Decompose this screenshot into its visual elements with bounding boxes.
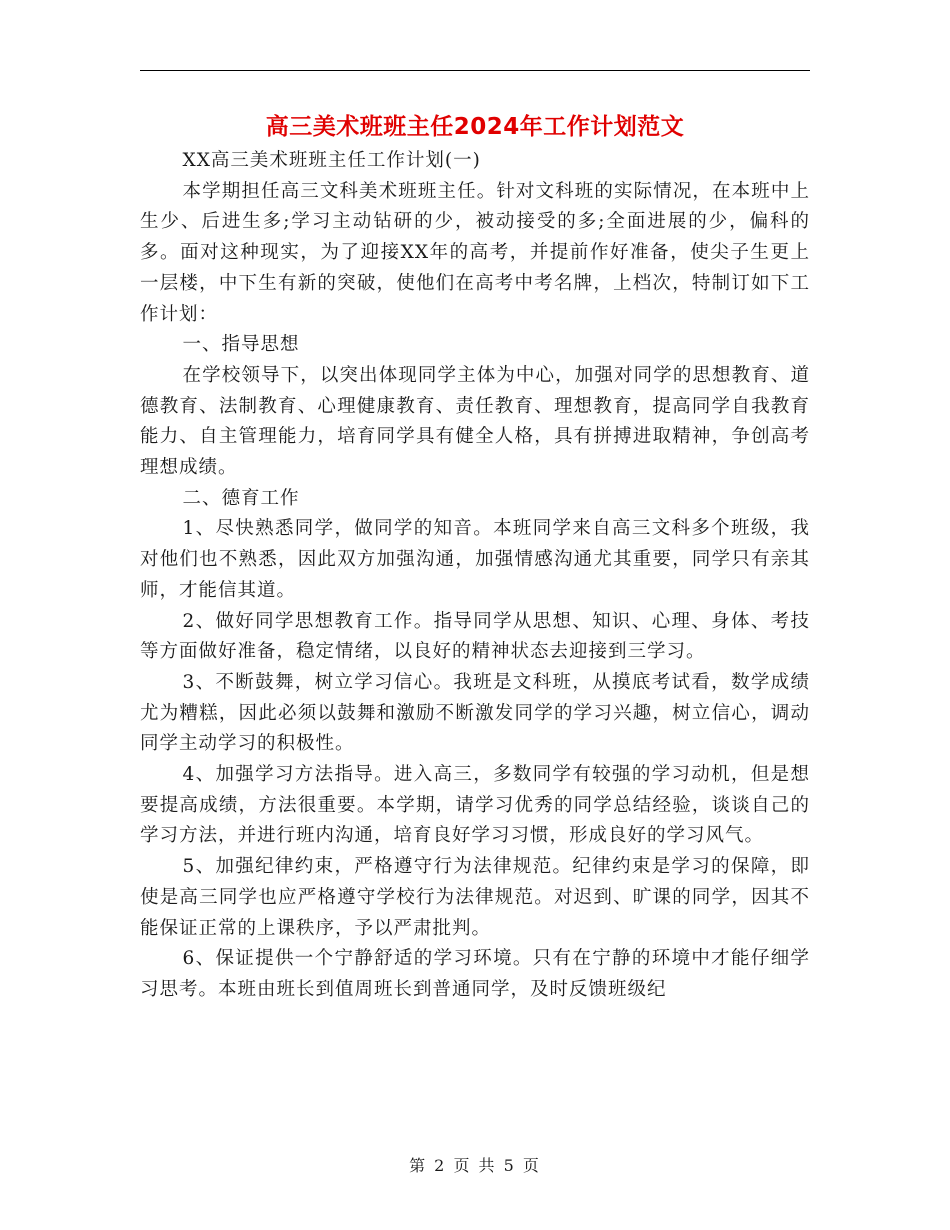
page-number: 第 2 页 共 5 页 xyxy=(409,1156,541,1175)
paragraph-item-2: 2、做好同学思想教育工作。指导同学从思想、知识、心理、身体、考技等方面做好准备，稳定情绪，以良好的精神状态去迎接到三学习。 xyxy=(140,610,810,663)
section-heading-moral-education: 二、德育工作 xyxy=(182,487,300,509)
document-title: 高三美术班班主任2024年工作计划范文 xyxy=(265,114,685,140)
paragraph-item-3: 3、不断鼓舞，树立学习信心。我班是文科班，从摸底考试看，数学成绩尤为糟糕，因此必须以鼓舞和激励不断激发同学的学习兴趣，树立信心，调动同学主动学习的积极性。 xyxy=(140,671,810,755)
paragraph-subtitle: XX高三美术班班主任工作计划(一) xyxy=(182,150,481,171)
paragraph-item-4: 4、加强学习方法指导。进入高三，多数同学有较强的学习动机，但是想要提高成绩，方法很重要。本学期，请学习优秀的同学总结经验，谈谈自己的学习方法，并进行班内沟通，培育良好学习习惯，形成良好的学习风气。 xyxy=(140,764,810,847)
header-rule xyxy=(140,70,810,71)
paragraph-item-1: 1、尽快熟悉同学，做同学的知音。本班同学来自高三文科多个班级，我对他们也不熟悉，因此双方加强沟通，加强情感沟通尤其重要，同学只有亲其师，才能信其道。 xyxy=(140,518,810,601)
paragraph-item-6: 6、保证提供一个宁静舒适的学习环境。只有在宁静的环境中才能仔细学习思考。本班由班长到值周班长到普通同学，及时反馈班级纪 xyxy=(140,948,810,1000)
paragraph-guiding-thought: 在学校领导下，以突出体现同学主体为中心，加强对同学的思想教育、道德教育、法制教育、心理健康教育、责任教育、理想教育，提高同学自我教育能力、自主管理能力，培育同学具有健全人格，具有拼搏进取精神，争创高考理想成绩。 xyxy=(140,364,810,479)
paragraph-intro: 本学期担任高三文科美术班班主任。针对文科班的实际情况，在本班中上生少、后进生多;学习主动钻研的少，被动接受的多;全面进展的少，偏科的多。面对这种现实，为了迎接XX年的高考，并提前作好准备，使尖子生更上一层楼，中下生有新的突破，使他们在高考中考名牌，上档次，特制订如下工作计划： xyxy=(140,180,810,325)
document-body xyxy=(140,146,810,1006)
paragraph-item-5: 5、加强纪律约束，严格遵守行为法律规范。纪律约束是学习的保障，即使是高三同学也应严格遵守学校行为法律规范。对迟到、旷课的同学，因其不能保证正常的上课秩序，予以严肃批判。 xyxy=(140,856,810,939)
section-heading-guiding-thought: 一、指导思想 xyxy=(182,334,300,356)
